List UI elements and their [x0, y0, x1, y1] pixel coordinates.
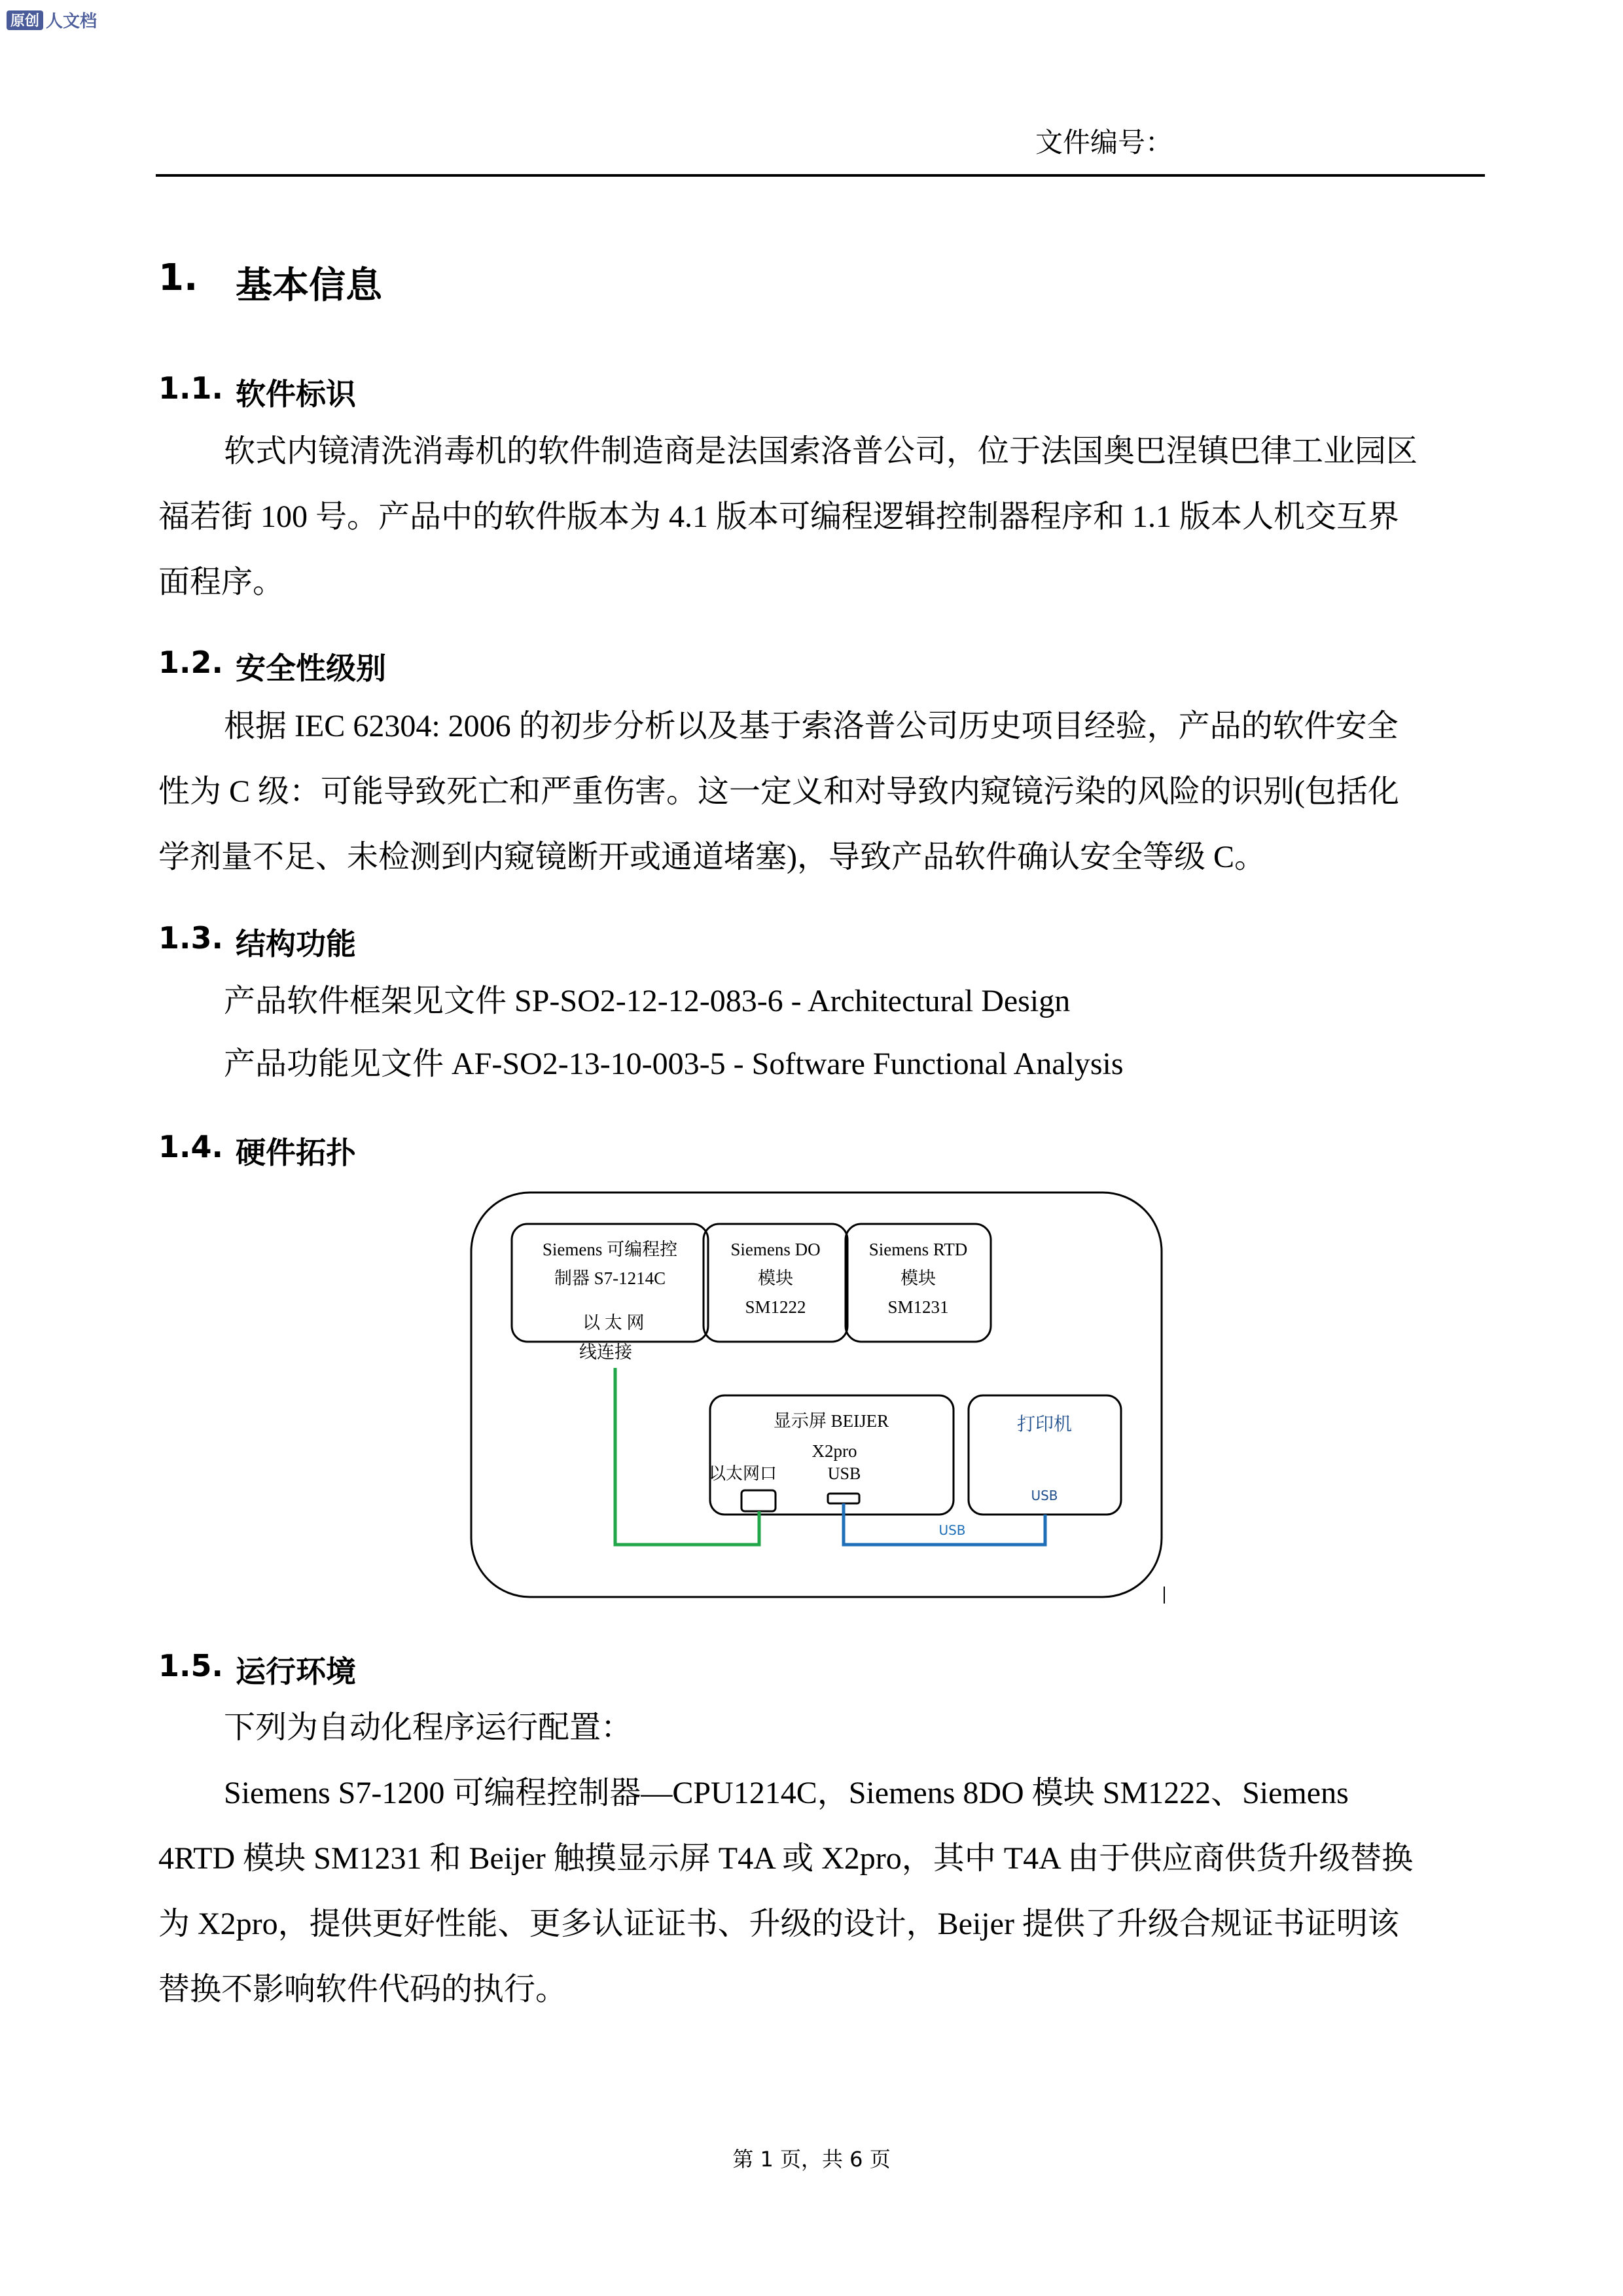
- do-label-1: Siemens DO: [730, 1240, 821, 1259]
- section-1-1-body: [158, 419, 1487, 615]
- section-number: 1.: [158, 257, 198, 299]
- header-rule: [156, 174, 1485, 177]
- rtd-label-1: Siemens RTD: [868, 1240, 968, 1259]
- doc-number-label: 文件编号：: [1035, 126, 1173, 158]
- printer-title: 打印机: [1016, 1413, 1073, 1435]
- text-line: 软式内镜清洗消毒机的软件制造商是法国索洛普公司，位于法国奥巴涅镇巴律工业园区: [224, 434, 1418, 469]
- section-1-1-heading: [158, 370, 356, 414]
- ethernet-label-2: 线连接: [579, 1342, 632, 1362]
- section-1-3-body: [158, 970, 1487, 1096]
- usb-port: [828, 1494, 859, 1503]
- text-line: Siemens S7-1200 可编程控制器—CPU1214C，Siemens 8DO 模块 SM1222、Siemens: [224, 1776, 1349, 1810]
- display-label-2: X2pro: [812, 1441, 857, 1461]
- rtd-label-2: 模块: [901, 1268, 936, 1288]
- watermark-logo: [7, 8, 97, 32]
- section-title: 运行环境: [236, 1654, 356, 1689]
- section-1-4-heading: [158, 1129, 356, 1172]
- watermark-text: 人文档: [46, 12, 98, 31]
- section-number: 1.4.: [158, 1129, 223, 1164]
- section-title: 基本信息: [236, 264, 382, 307]
- plc-label-1: Siemens 可编程控: [542, 1240, 678, 1259]
- text-line: 学剂量不足、未检测到内窥镜断开或通道堵塞)，导致产品软件确认安全等级 C。: [158, 840, 1266, 874]
- text-line: 性为 C 级：可能导致死亡和严重伤害。这一定义和对导致内窥镜污染的风险的识别(包括化: [158, 774, 1400, 809]
- section-title: 安全性级别: [236, 651, 386, 686]
- section-1-heading: [158, 257, 382, 309]
- do-label-3: SM1222: [745, 1297, 806, 1317]
- section-title: 结构功能: [236, 926, 356, 961]
- text-line: 4RTD 模块 SM1231 和 Beijer 触摸显示屏 T4A 或 X2pro，其中 T4A 由于供应商供货升级替换: [158, 1841, 1414, 1876]
- section-title: 硬件拓扑: [236, 1135, 356, 1170]
- section-number: 1.2.: [158, 645, 223, 680]
- section-1-5-heading: [158, 1648, 356, 1691]
- text-line: 下列为自动化程序运行配置：: [224, 1710, 633, 1745]
- section-1-3-heading: [158, 920, 356, 963]
- section-1-2-body: [158, 694, 1487, 890]
- display-usb-port-label: USB: [827, 1464, 861, 1483]
- text-line: 替换不影响软件代码的执行。: [158, 1972, 567, 2007]
- text-line: 产品功能见文件 AF-SO2-13-10-003-5 - Software Functional Analysis: [224, 1047, 1124, 1081]
- ethernet-port: [741, 1490, 776, 1511]
- display-label-1: 显示屏 BEIJER: [773, 1411, 889, 1431]
- text-line: 福若街 100 号。产品中的软件版本为 4.1 版本可编程逻辑控制器程序和 1.1 版本人机交互界: [158, 499, 1400, 534]
- text-line: 产品软件框架见文件 SP-SO2-12-12-083-6 - Architectural Design: [224, 984, 1071, 1018]
- text-line: 为 X2pro，提供更好性能、更多认证证书、升级的设计，Beijer 提供了升级合规证书证明该: [158, 1907, 1399, 1941]
- ethernet-label-1: 以 太 网: [582, 1313, 645, 1333]
- display-eth-port-label: 以太网口: [709, 1464, 777, 1483]
- section-1-5-body: [158, 1695, 1487, 2022]
- section-number: 1.3.: [158, 920, 223, 956]
- text-line: 根据 IEC 62304: 2006 的初步分析以及基于索洛普公司历史项目经验，产品的软件安全: [224, 709, 1399, 744]
- rtd-label-3: SM1231: [887, 1297, 949, 1317]
- hardware-topology-diagram: [458, 1185, 1178, 1610]
- section-number: 1.1.: [158, 370, 223, 406]
- printer-usb-label: USB: [1031, 1488, 1058, 1503]
- section-1-2-heading: [158, 645, 386, 688]
- plc-label-2: 制器 S7-1214C: [554, 1268, 666, 1288]
- page-number: 第 1 页，共 6 页: [732, 2147, 891, 2172]
- do-label-2: 模块: [758, 1268, 793, 1288]
- watermark-mark: 原创: [7, 10, 43, 30]
- text-line: 面程序。: [158, 565, 285, 600]
- section-title: 软件标识: [236, 376, 356, 412]
- usb-cable-label: USB: [938, 1522, 966, 1538]
- section-number: 1.5.: [158, 1648, 223, 1683]
